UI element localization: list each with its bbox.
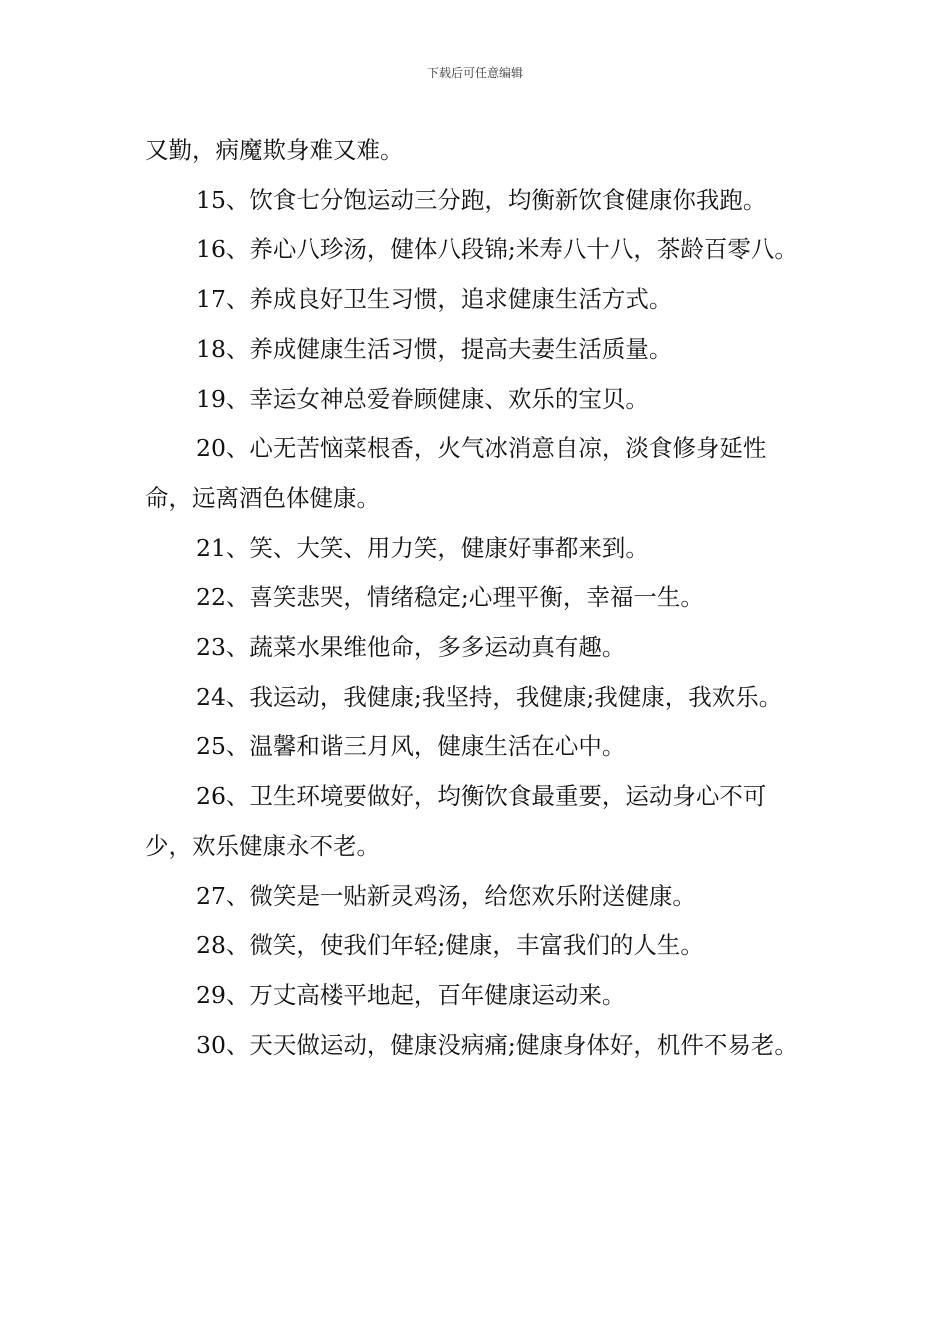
paragraph: 16、养心八珍汤，健体八段锦;米寿八十八，茶龄百零八。	[196, 235, 798, 264]
paragraph: 又勤，病魔欺身难又难。	[145, 136, 404, 164]
paragraph: 25、温馨和谐三月风，健康生活在心中。	[196, 732, 626, 761]
paragraph: 20、心无苦恼菜根香，火气冰消意自凉，淡食修身延性命，远离酒色体健康。	[145, 434, 767, 512]
paragraph: 23、蔬菜水果维他命，多多运动真有趣。	[196, 633, 626, 662]
page-header: 下载后可任意编辑	[426, 66, 523, 80]
paragraph: 28、微笑，使我们年轻;健康，丰富我们的人生。	[196, 931, 704, 960]
paragraph: 22、喜笑悲哭，情绪稳定;心理平衡，幸福一生。	[196, 583, 704, 612]
paragraph: 24、我运动，我健康;我坚持，我健康;我健康，我欢乐。	[196, 682, 783, 711]
paragraph: 15、饮食七分饱运动三分跑，均衡新饮食健康你我跑。	[196, 185, 767, 214]
paragraph: 26、卫生环境要做好，均衡饮食最重要，运动身心不可少，欢乐健康永不老。	[145, 782, 767, 860]
paragraph: 19、幸运女神总爱眷顾健康、欢乐的宝贝。	[196, 384, 649, 413]
paragraph: 17、养成良好卫生习惯，追求健康生活方式。	[196, 285, 673, 314]
document-body	[145, 126, 807, 1070]
paragraph: 18、养成健康生活习惯，提高夫妻生活质量。	[196, 334, 673, 363]
paragraph: 30、天天做运动，健康没病痛;健康身体好，机件不易老。	[196, 1030, 798, 1059]
paragraph: 27、微笑是一贴新灵鸡汤，给您欢乐附送健康。	[196, 881, 696, 910]
paragraph: 21、笑、大笑、用力笑，健康好事都来到。	[196, 533, 649, 562]
paragraph: 29、万丈高楼平地起，百年健康运动来。	[196, 980, 626, 1009]
